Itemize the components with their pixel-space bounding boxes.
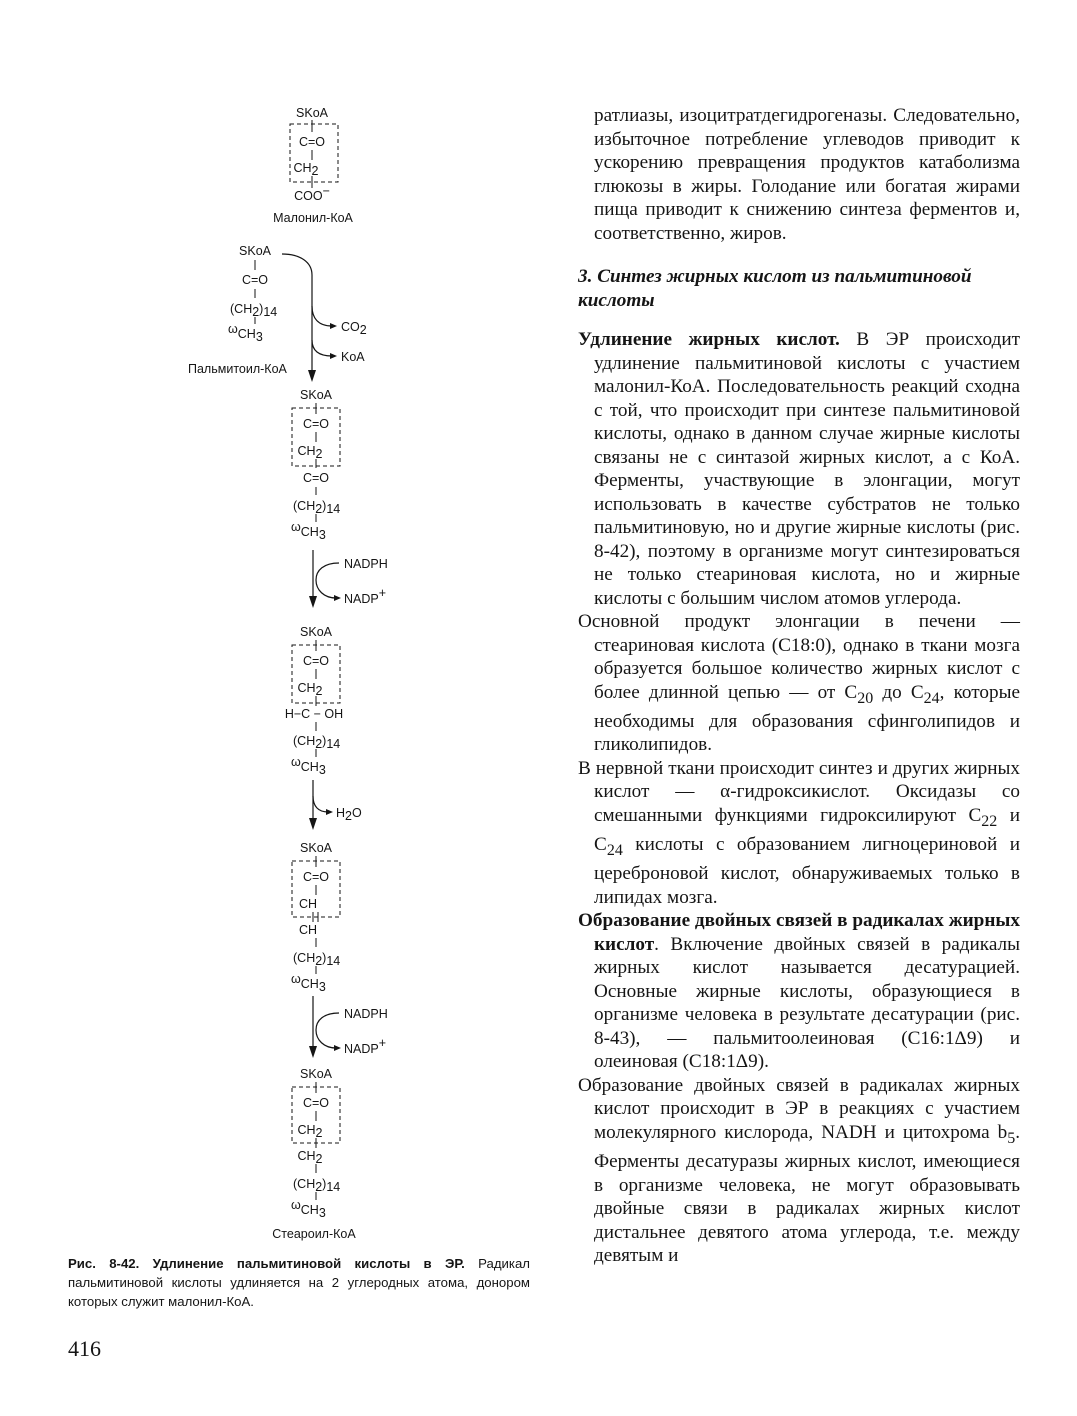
enoyl-co: C=O [302, 870, 330, 884]
malonyl-coa-structure [273, 106, 353, 225]
stearoyl-coa-structure [272, 1067, 356, 1241]
malonyl-coa-label: Малонил-КоА [273, 211, 353, 225]
ketoacyl-ch2: CH2 [297, 444, 323, 461]
palmitoyl-coa-label: Пальмитоил-КоА [188, 362, 287, 376]
paragraph-double-bonds: Образование двойных связей в радикалах жирных кислот происходит в ЭР в реакциях с участием молекулярного кислорода, NADH и цитохрома $b_5$. Ферменты десатуразы жирных кислот, имеющиеся в организме человека, не могут образовывать двойные связи в радикалах жирных кислот дистальнее девятого атома углерода, т.е. между девятым и [578, 1074, 1020, 1267]
ketoacyl-coa-structure [291, 388, 340, 542]
stearoyl-skoa: SKoA [300, 1067, 332, 1081]
enoyl-skoa: SKoA [300, 841, 332, 855]
malonyl-ch2: CH2 [293, 161, 319, 178]
step4-arrows [309, 996, 388, 1058]
hydroxyacyl-coa-structure [285, 625, 343, 777]
palmitoyl-coa-structure [188, 244, 288, 376]
paragraph-desaturation: Образование двойных связей в радикалах жирных кислот. Включение двойных связей в радикалы жирных кислот называется десатурацией. Основные жирные кислоты, образующиеся в организме человека в результате десатурации (рис. 8-43), — пальмитоолеиновая (С16:1Δ9) и олеиновая (С18:1Δ9). [578, 910, 1020, 1073]
malonyl-co: C=O [298, 135, 326, 149]
ketoacyl-ch3: ωCH3 [291, 520, 326, 542]
desaturation-lead: Образование двойных связей в радикалах жирных кислот [578, 910, 1020, 955]
ketoacyl-co2: C=O [302, 471, 330, 485]
stearoyl-co: C=O [302, 1096, 330, 1110]
ketoacyl-chain: (CH2)14 [293, 499, 341, 516]
enoyl-coa-structure [291, 841, 340, 994]
step3-arrows [309, 780, 362, 830]
hydroxyacyl-chain: (CH2)14 [293, 734, 341, 751]
step2-nadp: NADP+ [344, 586, 387, 606]
stearoyl-ch2: CH2 [297, 1123, 323, 1140]
palmitoyl-ch3: ωCH3 [228, 322, 263, 344]
step4-nadph: NADPH [344, 1007, 388, 1021]
palmitoyl-chain: (CH2)14 [230, 302, 278, 319]
step4-nadp: NADP+ [344, 1036, 387, 1056]
step1-co2: CO2 [341, 320, 367, 337]
palmitoyl-co: C=O [241, 273, 269, 287]
stearoyl-chain: (CH2)14 [293, 1177, 341, 1194]
hydroxyacyl-ch3: ωCH3 [291, 755, 326, 777]
hydroxyacyl-skoa: SKoA [300, 625, 332, 639]
palmitoyl-skoa: SKoA [239, 244, 271, 258]
caption-text: Радикал пальмитиновой кислоты удлиняется на 2 углеродных атома, донором которых служит малонил-КоА. [68, 1256, 530, 1309]
intro-paragraph: ратлиазы, изоцитратдегидрогеназы. Следовательно, избыточное потребление углеводов приводит к ускорению превращения продуктов катаболизма глюкозы в жиры. Голодание или богатая жирами пища приводит к снижению синтеза ферментов и, соответственно, жиров. [594, 105, 1020, 244]
page-number: 416 [68, 1336, 101, 1361]
stearoyl-ch3: ωCH3 [291, 1198, 326, 1220]
step3-h2o: H2O [336, 806, 362, 823]
enoyl-ch3: ωCH3 [291, 972, 326, 994]
ketoacyl-co: C=O [302, 417, 330, 431]
elongation-lead: Удлинение жирных кислот. [578, 329, 840, 350]
malonyl-coo: COO− [294, 184, 330, 203]
stearoyl-ch2b: CH2 [297, 1149, 323, 1166]
step2-arrows [309, 550, 388, 608]
hydroxyacyl-co: C=O [302, 654, 330, 668]
caption-title: Рис. 8-42. Удлинение пальмитиновой кислоты в ЭР. [68, 1256, 465, 1271]
section-heading: 3. Синтез жирных кислот из пальмитиновой кислоты [578, 266, 972, 311]
paragraph-nervous-tissue: В нервной ткани происходит синтез и других жирных кислот — α-гидроксикислот. Оксидазы со смешанными функциями гидроксилируют $С_{22}$ и $С_{24}$ кислоты с образованием лигноцериновой и цереброновой кислот, обнаруживаемых только в липидах мозга. [578, 757, 1020, 908]
hydroxyacyl-ch2: CH2 [297, 681, 323, 698]
enoyl-ch: CH [298, 897, 318, 911]
enoyl-chain: (CH2)14 [293, 951, 341, 968]
malonyl-skoa: SKoA [296, 106, 328, 120]
hydroxyacyl-hcoh: H−C − OH [284, 707, 344, 721]
figure-caption [68, 1254, 530, 1311]
step1-koa: KoA [341, 350, 365, 364]
paragraph-elongation: Удлинение жирных кислот. В ЭР происходит удлинение пальмитиновой кислоты с участием малонил-КоА. Последовательность реакций сходна с той, что происходит при синтезе пальмитиновой кислоты, однако в данном случае жирные кислоты связаны не с синтазой жирных кислот, а с КоА. Ферменты, участвующие в элонгации, могут использовать в качестве субстратов не только пальмитиновую, но и другие жирные кислоты (рис. 8-42), поэтому в организме могут синтезироваться не только стеариновая кислота, но и жирные кислоты с большим числом атомов углерода. [578, 329, 1020, 609]
ketoacyl-skoa: SKoA [300, 388, 332, 402]
paragraph-main-product: Основной продукт элонгации в печени — стеариновая кислота (С18:0), однако в ткани мозга образуется большое количество жирных кислот с более длинной цепью — от $С_{20}$ до $С_{24}$, которые необходимы для образования сфинголипидов и гликолипидов. [578, 611, 1020, 756]
stearoyl-coa-label: Стеароил-КоА [272, 1227, 356, 1241]
step2-nadph: NADPH [344, 557, 388, 571]
step1-arrows [282, 254, 367, 382]
text-column [578, 104, 1020, 1268]
enoyl-ch2: CH [298, 923, 318, 937]
